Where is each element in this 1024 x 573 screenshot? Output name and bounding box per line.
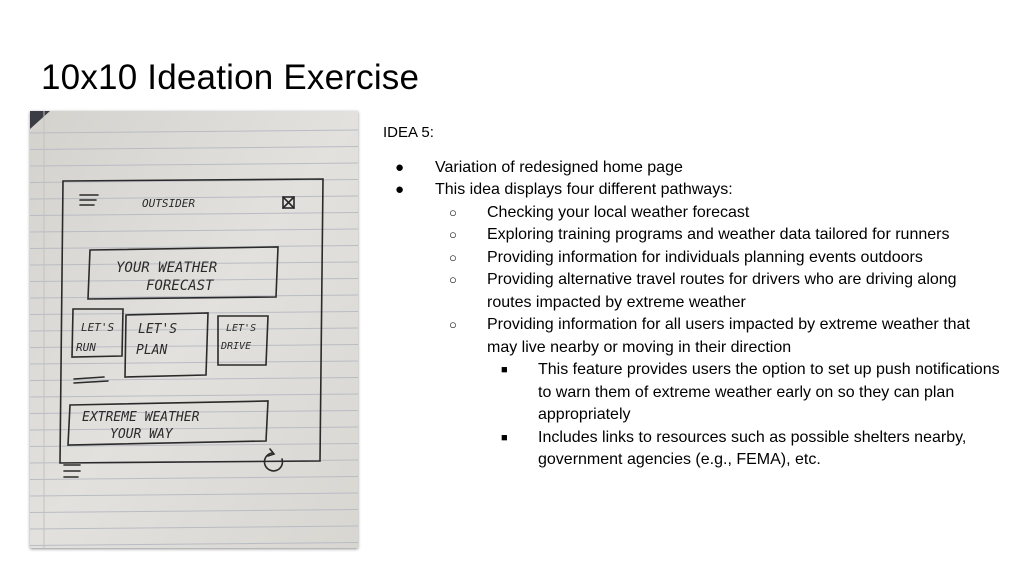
list-item: ○ Checking your local weather forecast: [383, 202, 1003, 225]
bullet-icon: ●: [395, 158, 405, 176]
sketch-plan-label: LET'S: [138, 322, 178, 337]
hollow-bullet-icon: ○: [449, 249, 457, 265]
list-item: ■ Includes links to resources such as possible shelters nearby, government agencies (e.g., FEMA), etc.: [501, 428, 967, 468]
sketch-run-label: LET'S: [81, 321, 115, 334]
sketch-run-label-2: RUN: [76, 341, 96, 354]
sketch-drive-label: LET'S: [226, 323, 257, 334]
list-item: ● Variation of redesigned home page: [383, 157, 1003, 180]
sketch-app-name: OUTSIDER: [142, 197, 195, 210]
list-item: ■ This feature provides users the option to set up push notifications to warn them of extreme weather early on so they can plan appropriately: [501, 361, 1000, 423]
list-item: ○ Providing alternative travel routes for drivers who are driving along routes impacted by extreme weather: [449, 271, 957, 311]
square-bullet-icon: ■: [501, 431, 508, 444]
square-bullet-icon: ■: [501, 364, 508, 376]
list-item: ○ Exploring training programs and weather data tailored for runners: [383, 224, 1003, 247]
sketch-extreme-label-2: YOUR WAY: [110, 427, 173, 442]
sketch-extreme-label: EXTREME WEATHER: [82, 410, 200, 425]
list-item: ● This idea displays four different pathways:: [383, 179, 1003, 202]
bullet-icon: ●: [395, 181, 405, 198]
hollow-bullet-icon: ○: [449, 227, 457, 242]
hollow-bullet-icon: ○: [449, 204, 457, 220]
list-item: ○ Providing information for individuals planning events outdoors: [383, 247, 1003, 270]
idea-label: IDEA 5:: [383, 124, 434, 141]
sketch-forecast-label-2: FORECAST: [146, 278, 214, 294]
sketch-forecast-label: YOUR WEATHER: [116, 260, 218, 276]
hollow-bullet-icon: ○: [449, 317, 457, 332]
list-item: ○ Providing information for all users impacted by extreme weather that may live nearby or moving in their direction: [449, 316, 970, 356]
bullet-list: [383, 157, 1003, 472]
sketch-photo: [30, 111, 358, 548]
idea-content: [383, 122, 1003, 472]
slide-title: 10x10 Ideation Exercise: [41, 58, 420, 97]
sketch-drive-label-2: DRIVE: [221, 341, 252, 352]
hollow-bullet-icon: ○: [449, 272, 457, 287]
sketch-plan-label-2: PLAN: [136, 343, 168, 358]
